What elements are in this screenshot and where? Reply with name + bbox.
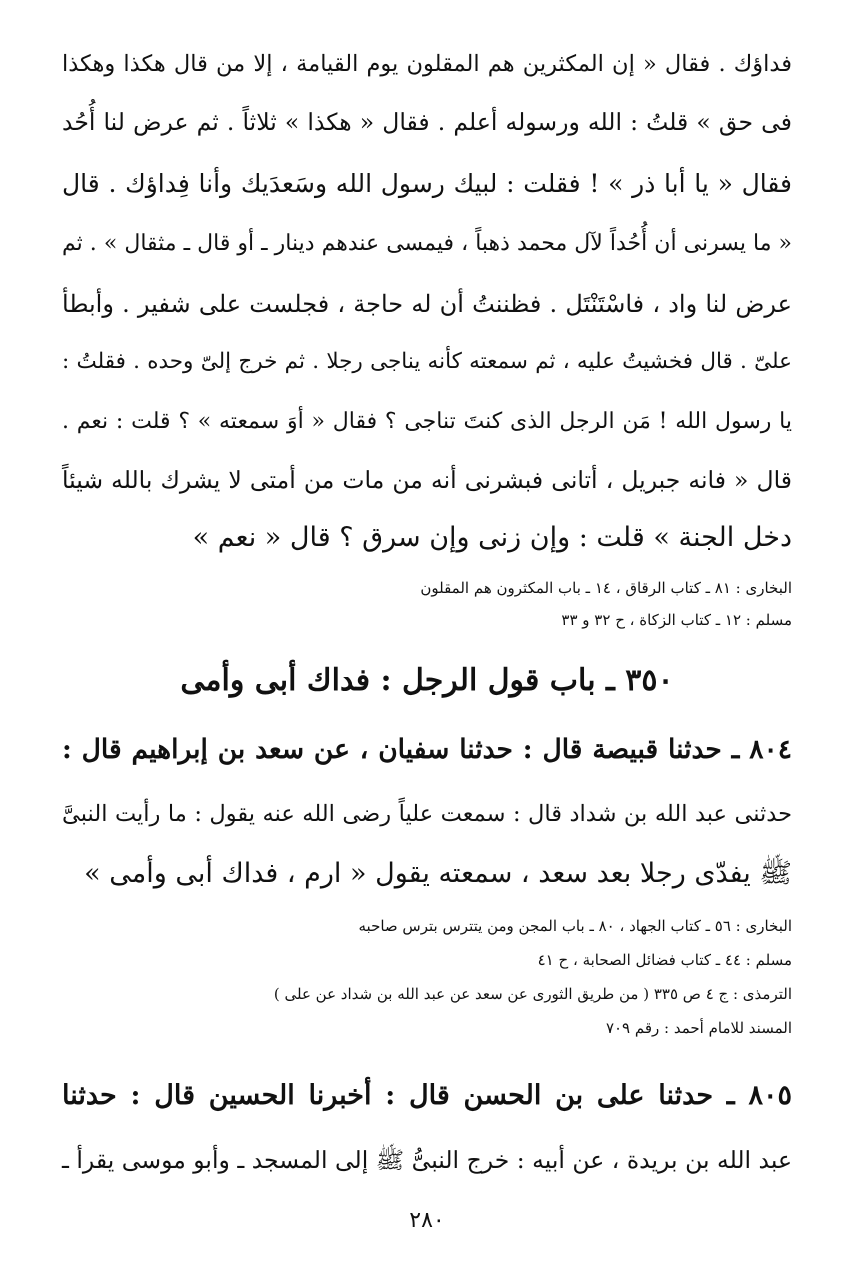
hadith-804-line: ٨٠٤ ـ حدثنا قبيصة قال : حدثنا سفيان ، عن سعد بن إبراهيم قال : <box>62 734 792 765</box>
hadith-805-line: ٨٠٥ ـ حدثنا على بن الحسن قال : أخبرنا الحسين قال : حدثنا <box>62 1080 792 1111</box>
text-line: فى حق » قلتُ : الله ورسوله أعلم . فقال « هكذا » ثلاثاً . ثم عرض لنا أُحُد <box>62 108 792 136</box>
text-line: فقال « يا أبا ذر » ! فقلت : لبيك رسول الله وسَعدَيك وأنا فِداؤك . قال <box>62 169 792 198</box>
footnote: البخارى : ٥٦ ـ كتاب الجهاد ، ٨٠ ـ باب المجن ومن يتترس بترس صاحبه <box>358 917 792 935</box>
footnote: مسلم : ٤٤ ـ كتاب فضائل الصحابة ، ح ٤١ <box>537 951 792 969</box>
footnote: مسلم : ١٢ ـ كتاب الزكاة ، ح ٣٢ و ٣٣ <box>561 611 792 629</box>
footnote: البخارى : ٨١ ـ كتاب الرقاق ، ١٤ ـ باب المكثرون هم المقلون <box>420 579 792 597</box>
footnote: الترمذى : ج ٤ ص ٣٣٥ ( من طريق الثورى عن سعد عن عبد الله بن شداد عن على ) <box>273 985 792 1003</box>
text-line: حدثنى عبد الله بن شداد قال : سمعت علياً رضى الله عنه يقول : ما رأيت النبىَّ <box>62 801 792 827</box>
text-line: دخل الجنة » قلت : وإن زنى وإن سرق ؟ قال « نعم » <box>192 522 792 553</box>
text-line: يا رسول الله ! مَن الرجل الذى كنتَ تناجى ؟ فقال « أوَ سمعته » ؟ قلت : نعم . <box>62 409 792 434</box>
text-line: قال « فانه جبريل ، أتانى فبشرنى أنه من مات من أمتى لا يشرك بالله شيئاً <box>62 466 792 494</box>
text-line: عرض لنا واد ، فاسْتَنْتَل . فظننتُ أن له حاجة ، فجلست على شفير . وأبطأ <box>62 290 792 318</box>
chapter-heading: ٣٥٠ ـ باب قول الرجل : فداك أبى وأمى <box>180 663 674 698</box>
page-number: ٢٨٠ <box>409 1208 445 1233</box>
text-line: علىّ . قال فخشيتُ عليه ، ثم سمعته كأنه يناجى رجلا . ثم خرج إلىّ وحده . فقلتُ : <box>62 349 792 374</box>
text-line: فداؤك . فقال « إن المكثرين هم المقلون يوم القيامة ، إلا من قال هكذا وهكذا <box>62 51 792 77</box>
footnote: المسند للامام أحمد : رقم ٧٠٩ <box>605 1019 792 1037</box>
text-line: « ما يسرنى أن أُحُداً لآل محمد ذهباً ، فيمسى عندهم دينار ـ أو قال ـ مثقال » . ثم <box>62 231 792 256</box>
book-page <box>62 44 802 1233</box>
text-line: ﷺ يفدّى رجلا بعد سعد ، سمعته يقول « ارم ، فداك أبى وأمى » <box>84 858 792 889</box>
text-line: عبد الله بن بريدة ، عن أبيه : خرج النبىُّ ﷺ إلى المسجد ـ وأبو موسى يقرأ ـ <box>62 1146 792 1174</box>
